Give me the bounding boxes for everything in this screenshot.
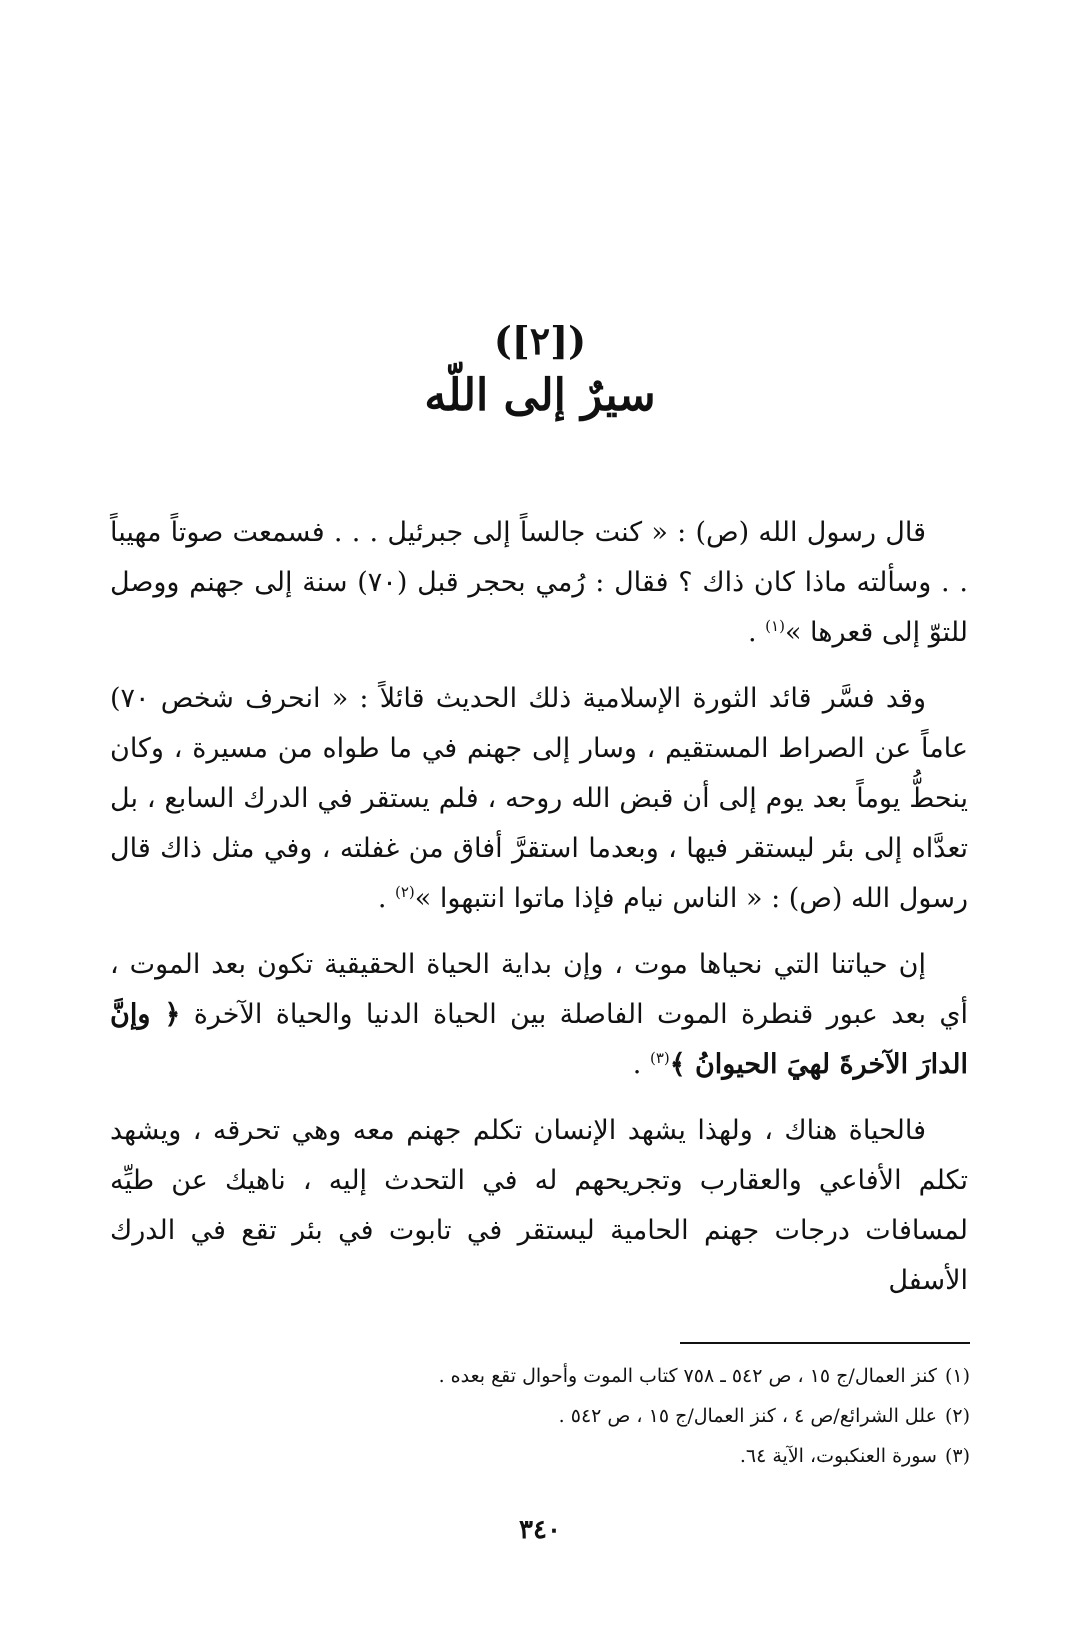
footnote-1-number: (١) [944, 1365, 970, 1387]
footnote-3 [200, 1436, 970, 1476]
paragraph-1 [110, 508, 968, 658]
footnote-3-text: سورة العنكبوت، الآية ٦٤. [739, 1445, 937, 1467]
footnote-ref-2: (٢) [394, 883, 415, 901]
paragraph-2-end: . [377, 883, 395, 914]
body-text [110, 508, 968, 1322]
chapter-number: ([٢]) [493, 318, 587, 363]
footnote-divider [680, 1342, 970, 1344]
chapter-title: سيرٌ إلى اللّه [424, 370, 656, 421]
page-number: ٣٤٠ [519, 1515, 561, 1545]
paragraph-2-text: وقد فسَّر قائد الثورة الإسلامية ذلك الحديث قائلاً : « انحرف شخص ٧٠) عاماً عن الصراط المستقيم ، وسار إلى جهنم في ما طواه من مسيرة ، وكان ينحطُّ يوماً بعد يوم إلى أن قبض الله روحه ، فلم يستقر في الدرك السابع ، بل تعدَّاه إلى بئر ليستقر فيها ، وبعدما استقرَّ أفاق من غفلته ، وفي مثل ذاك قال رسول الله (ص) : « الناس نيام فإذا ماتوا انتبهوا » [110, 683, 968, 914]
paragraph-3-text: إن حياتنا التي نحياها موت ، وإن بداية الحياة الحقيقية تكون بعد الموت ، أي بعد عبور قنطرة الموت الفاصلة بين الحياة الدنيا والحياة الآخرة [110, 949, 968, 1030]
footnote-2-text: علل الشرائع/ص ٤ ، كنز العمال/ج ١٥ ، ص ٥٤٢ . [558, 1405, 937, 1427]
paragraph-4 [110, 1106, 968, 1306]
footnote-ref-3: (٣) [649, 1049, 670, 1067]
footnote-1 [200, 1356, 970, 1396]
paragraph-3 [110, 940, 968, 1090]
footnote-ref-1: (١) [765, 617, 785, 635]
paragraph-4-text: فالحياة هناك ، ولهذا يشهد الإنسان تكلم جهنم معه وهي تحرقه ، ويشهد تكلم الأفاعي والعقارب وتجريحهم له في التحدث إليه ، ناهيك عن طيِّه لمسافات درجات جهنم الحامية ليستقر في تابوت في بئر تقع في الدرك الأسفل [110, 1115, 968, 1296]
footnotes [200, 1356, 970, 1476]
footnote-2 [200, 1396, 970, 1436]
footnote-1-text: كنز العمال/ج ١٥ ، ص ٥٤٢ ـ ٧٥٨ كتاب الموت وأحوال تقع بعده . [438, 1365, 937, 1387]
footnote-3-number: (٣) [944, 1445, 970, 1467]
paragraph-1-text: قال رسول الله (ص) : « كنت جالساً إلى جبرئيل . . . فسمعت صوتاً مهيباً . . وسألته ماذا كان ذاك ؟ فقال : رُمي بحجر قبل (٧٠) سنة إلى جهنم ووصل للتوّ إلى قعرها » [110, 517, 968, 648]
paragraph-3-end: . [632, 1049, 650, 1080]
footnote-2-number: (٢) [944, 1405, 970, 1427]
paragraph-2 [110, 674, 968, 924]
paragraph-1-end: . [747, 617, 766, 648]
quran-verse: ﴿ وإنَّ الدارَ الآخرةَ لهيَ الحيوانُ ﴾ [110, 999, 968, 1080]
